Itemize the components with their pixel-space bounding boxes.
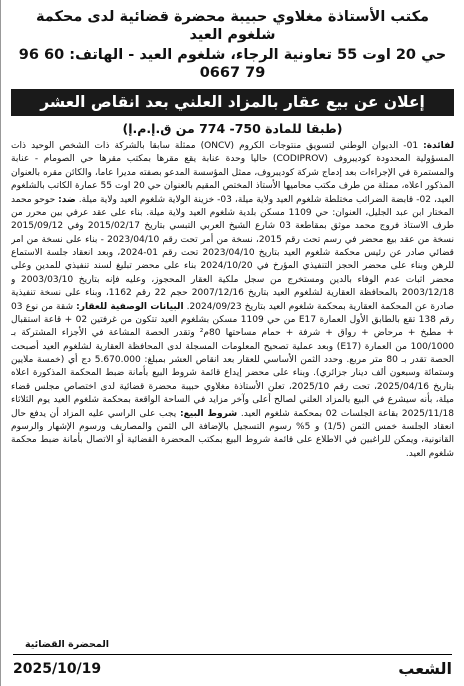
section-label: لفائدة:	[423, 141, 454, 152]
section-text: 01- الديوان الوطني لتسويق منتوجات الكروم (ONCV) ممثلة سابقا بالشركة ذات الشخص الوحيد ذات المسؤولية المحدودة كوديبروف (CODIPROV) حاليا وحدة عنابة يقع مقرها بمكتب مقرها حي الصومام - عنابة والمستمرة في الإجراءات بعد إدماج شركة كوديبروف، ممثل المؤسسة المدعو بصفته مديرا عاما، والكائن مقره بالعنوان المذكور اعلاه، ممثلة من طرف مكتب محاميها الأستاذ المختص المقيم بالعنوان حي 20 اوت 55 عمارة الكاتب بالشلغوم العيد، 02- قابضة الضرائب مختلطة شلغوم العيد ولاية ميلة، 03- خزينة الولاية شلغوم العيد ولاية ميلة.	[11, 141, 454, 205]
section-label: البيانات الوصفية للعقار:	[76, 301, 184, 312]
notice-header	[11, 8, 454, 83]
notice-body	[11, 140, 454, 676]
section-label: ضد:	[58, 194, 76, 205]
office-name: مكتب الأستاذة مغلاوي حبيبة محضرة قضائية لدى محكمة شلغوم العيد	[35, 9, 430, 44]
bailiff-signature: المحضرة القضائية	[25, 639, 110, 650]
section-beneficiary	[11, 141, 454, 205]
legal-reference: (طبقا للمادة 750- 774 من ق.إ.م.إ)	[122, 121, 343, 137]
section-text: يجب على الراسي عليه المزاد أن يدفع حال انعقاد الجلسة خمس الثمن (1/5) و 5% رسوم التسجيل بالإضافة الى الثمن والمصاريف ورسوم الإشهار والرسوم القانونية، ويمكن للراغبين في الاطلاع على قائمة شروط البيع بمكتب المحضرة القضائية أو الاتصال بأمانة ضبط محكمة شلغوم العيد.	[11, 408, 454, 459]
publication-date: 2025/10/19	[13, 660, 102, 677]
notice-title-banner	[11, 89, 454, 117]
newspaper-footer	[13, 654, 452, 678]
section-text: حوحو محمد المختار ابن عبد الجليل، العنوان: حي 1109 مسكن بلدية شلغوم العيد ولاية ميلة. بناء على عقد عرفي بين محرر من طرف الاستاذ فروج محمد موثق بمقاطعة 03 شارع الشيخ العربي التبسي بتاريخ 2015/02/17 وفي 2015/09/12 نسخة من عقد بيع محضر في رسم تحت رقم 2015، نسخة من أمر تحت رقم 2023/04/10 - بناء على نسخة من امر قضائي صادر عن رئيس محكمة شلغوم العيد بتاريخ 2023/04/10 تحت رقم 01-2024، وبعد انعقاد جلسة الاستماع للرهن وبناء على محضر الحجز التنفيذي المؤرخ في 2024/10/20 بناء على محضر تبليغ لسند تنفيذي للمدين وعلى محضر اثبات عدم الوفاء بالدين ومستخرج من سجل ملكية العقار المحجوز، وعليه فإنه بتاريخ 2003/03/10 و 2003/12/18 بالمحافظة العقارية لشلغوم العيد بتاريخ 2007/12/16 حجم 22 رقم 1162، وبناء على نسخة تنفيذية صادرة عن المحكمة العقارية بمحكمة شلغوم العيد بتاريخ 2024/09/23.	[11, 194, 454, 312]
section-property-description	[11, 302, 454, 419]
office-address: حي 20 اوت 55 تعاونية الرجاء، شلغوم العيد - الهاتف: 60 96 79 0667	[18, 47, 447, 82]
section-label: شروط البيع:	[179, 408, 238, 419]
notice-title: إعلان عن بيع عقار بالمزاد العلني بعد انقاص العشر	[40, 92, 425, 111]
section-text: شقة من نوع 03 رقم 138 تقع بالطابق الأول العمارة E17 من حي 1109 مسكن بشلغوم العيد تتكون من غرفتين 02 + قاعة استقبال + مطبخ + مرحاض + رواق + شرفة + حمام مساحتها 80م² وتقدر الحصة المشاعة في الأجزاء المشتركة بـ 100/1000 من العمارة (E17) وبعد عملية تصحيح المعلومات المسجلة لدى المحافظة العقارية لشلغوم العيد أصبحت الحصة تقدر بـ 80 متر مربع. وحدد الثمن الأساسي للعقار بعد انقاص العشر بمبلغ: 5.670.000 دج أي (خمسة ملايين وستمائة وسبعون ألف دينار جزائري). وبناء على محضر إيداع قائمة شروط البيع بأمانة ضبط المحكمة المذكورة اعلاه بتاريخ 2025/04/16، تحت رقم 2025/10، تعلن الأستاذة مغلاوي حبيبة محضرة قضائية لدى اختصاص مجلس قضاء ميلة، بأنه سيشرع في البيع بالمزاد العلني لصالح أعلى وآخر مزايد في الساحة الواقعة بمحكمة شلغوم العيد يوم الثلاثاء 2025/11/18 بقاعة الجلسات 02 بمحكمة شلغوم العيد.	[11, 301, 454, 419]
newspaper-name: الشعب	[398, 659, 452, 678]
section-against	[11, 195, 454, 312]
